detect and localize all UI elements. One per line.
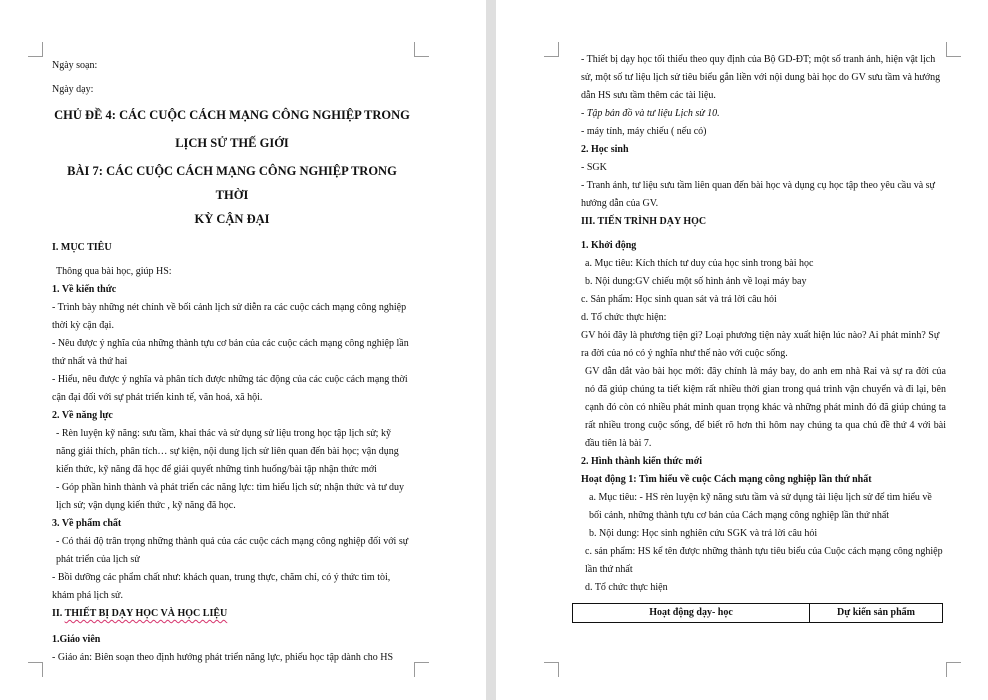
paragraph: - Bồi dưỡng các phẩm chất như: khách quan, trung thực, chăm chỉ, có ý thức tìm tòi, khám phá lịch sử. <box>52 572 391 601</box>
page-body[interactable] <box>581 51 946 623</box>
spellcheck-underlined-text: THIẾT BỊ DẠY HỌC VÀ HỌC LIỆU <box>64 608 228 619</box>
paragraph: - Nêu được ý nghĩa của những thành tựu cơ bản của các cuộc cách mạng công nghiệp lần thứ nhất và thứ hai <box>52 338 409 367</box>
sub-heading: 1. Khởi động <box>581 240 637 251</box>
sub-heading: 1.Giáo viên <box>52 634 101 645</box>
section-heading: III. TIẾN TRÌNH DẠY HỌC <box>581 216 707 227</box>
paragraph: c. sản phẩm: HS kể tên được những thành tựu tiêu biểu của Cuộc cách mạng công nghiệp lần thứ nhất <box>585 546 943 575</box>
paragraph: GV hỏi đây là phương tiện gì? Loại phương tiện này xuất hiện lúc nào? Ai phát minh? Sự ra đời của nó có ý nghĩa như thế nào với cuộc sống. <box>581 330 940 359</box>
crop-mark <box>414 42 429 57</box>
paragraph: a. Mục tiêu: - HS rèn luyện kỹ năng sưu tầm và sử dụng tài liệu lịch sử để tìm hiểu về bối cảnh, những thành tựu cơ bản của Cách mạng công nghiệp lần thứ nhất <box>589 492 932 521</box>
topic-title-line-2: LỊCH SỬ THẾ GIỚI <box>175 136 289 150</box>
paragraph: - máy tính, máy chiếu ( nếu có) <box>581 126 707 137</box>
crop-mark <box>544 42 559 57</box>
paragraph: - Hiểu, nêu được ý nghĩa và phân tích được những tác động của các cuộc cách mạng thời cận đại đối với sự phát triển kinh tế, văn hoá, xã hội. <box>52 374 408 403</box>
lesson-plan-table <box>572 603 943 623</box>
crop-mark <box>946 42 961 57</box>
crop-mark <box>946 662 961 677</box>
paragraph: - Tranh ảnh, tư liệu sưu tầm liên quan đến bài học và dụng cụ học tập theo yêu cầu và sự hướng dẫn của GV. <box>581 180 935 209</box>
table-header-cell: Hoạt động dạy- học <box>573 604 810 623</box>
activity-heading: Hoạt động 1: Tìm hiểu về cuộc Cách mạng công nghiệp lần thứ nhất <box>581 474 872 485</box>
crop-mark <box>28 42 43 57</box>
paragraph: - SGK <box>581 162 607 173</box>
paragraph: - Rèn luyện kỹ năng: sưu tầm, khai thác và sử dụng sử liệu trong học tập lịch sử; kỹ năng giải thích, phân tích… sự kiện, nội dung lịch sử liên quan đến bài học; vận dụng kiến thức, kỹ năng đã học để giải quyết những tình huống/bài tập nhận thức mới <box>56 428 399 475</box>
lesson-title-line-2: KỲ CẬN ĐẠI <box>194 212 270 226</box>
sub-heading: 1. Về kiến thức <box>52 284 117 295</box>
paragraph: d. Tổ chức thực hiện <box>585 582 668 593</box>
section-number: II. <box>52 608 65 619</box>
document-page-right <box>496 0 988 700</box>
paragraph: - Góp phần hình thành và phát triển các năng lực: tìm hiểu lịch sử; nhận thức và tư duy lịch sử; vận dụng kiến thức , kỹ năng đã học. <box>56 482 404 511</box>
sub-heading: 2. Về năng lực <box>52 410 113 421</box>
paragraph: - Thiết bị dạy học tối thiểu theo quy định của Bộ GD-ĐT; một số tranh ảnh, hiện vật lịch sử, một số tư liệu lịch sử tiêu biểu gắn liền với nội dung bài học do GV sưu tầm và hướng dẫn HS sưu tầm thêm các tài liệu. <box>581 54 941 101</box>
sub-heading: 2. Học sinh <box>581 144 629 155</box>
paragraph: Thông qua bài học, giúp HS: <box>56 266 172 277</box>
lesson-title-line-1: BÀI 7: CÁC CUỘC CÁCH MẠNG CÔNG NGHIỆP TRONG THỜI <box>67 164 397 202</box>
paragraph: GV dẫn dắt vào bài học mới: đây chính là máy bay, do anh em nhà Rai và sự ra đời của nó đã giúp chúng ta tiết kiệm rất nhiều thời gian trong quá trình vận chuyển và đi lại, bên cạnh đó còn có nhiều phát minh quan trọng khác và những phát minh đó đã giúp chúng ta rất nhiều trong cuộc sống, để biết rõ hơn thì hôm nay chúng ta qua chủ đề thứ 4 với bài đầu tiên là bài 7. <box>585 366 946 449</box>
sub-heading: 2. Hình thành kiến thức mới <box>581 456 703 467</box>
date-taught: Ngày dạy: <box>52 84 94 95</box>
paragraph: d. Tổ chức thực hiện: <box>581 312 667 323</box>
section-heading <box>52 605 412 623</box>
paragraph: c. Sản phẩm: Học sinh quan sát và trả lời câu hỏi <box>581 294 777 305</box>
table-header-row <box>573 604 943 623</box>
document-page-left <box>0 0 486 700</box>
section-heading: I. MỤC TIÊU <box>52 242 112 253</box>
paragraph: b. Nội dung: Học sinh nghiên cứu SGK và trả lời câu hỏi <box>589 528 818 539</box>
crop-mark <box>544 662 559 677</box>
table-header-cell: Dự kiến sản phẩm <box>810 604 943 623</box>
paragraph: b. Nội dung:GV chiếu một số hình ảnh về loại máy bay <box>585 276 807 287</box>
topic-title-line-1: CHỦ ĐỀ 4: CÁC CUỘC CÁCH MẠNG CÔNG NGHIỆP TRONG <box>54 108 410 122</box>
paragraph: - Giáo án: Biên soạn theo định hướng phát triển năng lực, phiếu học tập dành cho HS <box>52 652 394 663</box>
paragraph: - Có thái độ trân trọng những thành quả của các cuộc cách mạng công nghiệp đối với sự phát triển của lịch sử <box>56 536 409 565</box>
crop-mark <box>28 662 43 677</box>
paragraph: a. Mục tiêu: Kích thích tư duy của học sinh trong bài học <box>585 258 814 269</box>
crop-mark <box>414 662 429 677</box>
paragraph: - Trình bày những nét chính về bối cảnh lịch sử diễn ra các cuộc cách mạng công nghiệp thời kỳ cận đại. <box>52 302 407 331</box>
sub-heading: 3. Về phẩm chất <box>52 518 122 529</box>
date-prepared: Ngày soạn: <box>52 60 98 71</box>
paragraph: - Tập bản đồ và tư liệu Lịch sử 10. <box>581 108 720 119</box>
page-body[interactable] <box>52 57 412 667</box>
